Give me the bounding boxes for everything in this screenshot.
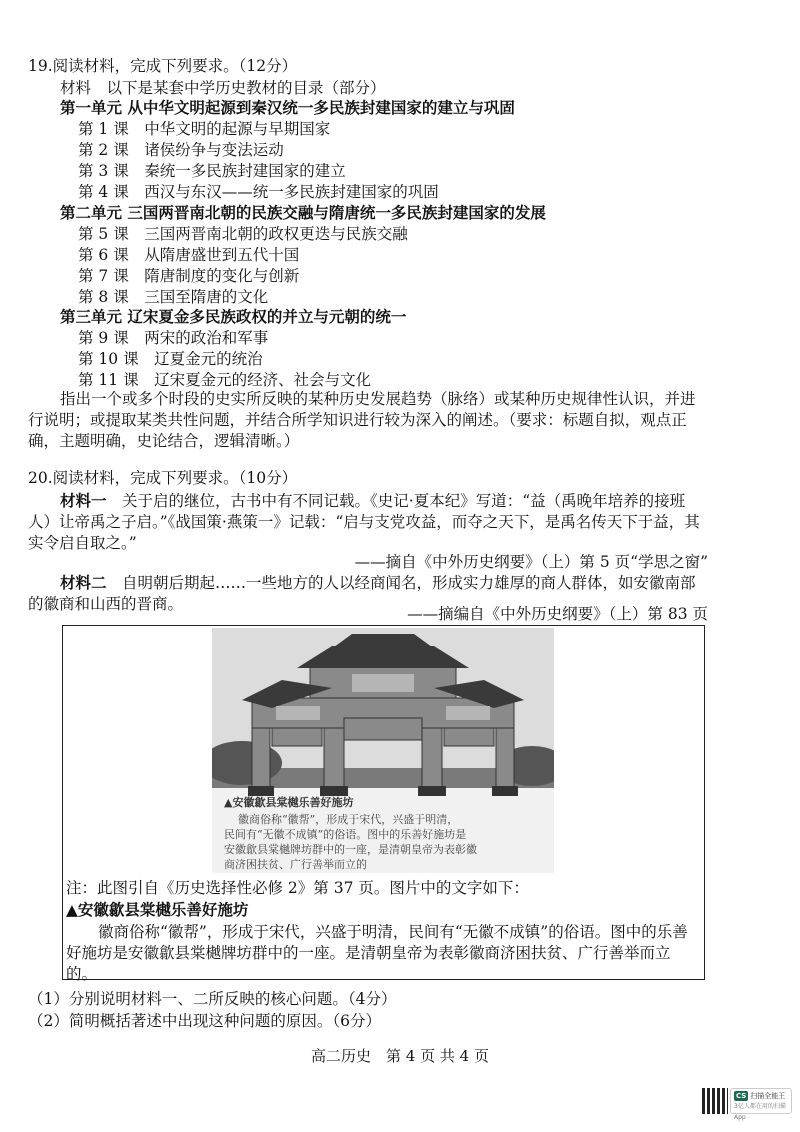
photo-caption-line-2: 民间有“无徽不成镇”的俗语。图中的乐善好施坊是 (224, 828, 467, 841)
lesson-6: 第 6 课 从隋唐盛世到五代十国 (78, 246, 300, 264)
scanner-tagline: 3亿人都在用的扫描App (734, 1103, 786, 1121)
lesson-10: 第 10 课 辽夏金元的统治 (78, 350, 263, 368)
page-footer: 高二历史 第 4 页 共 4 页 (311, 1047, 489, 1065)
lesson-4: 第 4 课 西汉与东汉——统一多民族封建国家的巩固 (78, 183, 439, 201)
material1-text: 关于启的继位，古书中有不同记载。《史记·夏本纪》写道：“益（禹晚年培养的接班人）让帝禹之子启。”《战国策·燕策一》记载：“启与支党攻益，而夺之天下，是禹名传天下于益，其实令启自取之。” (28, 492, 700, 552)
lesson-2: 第 2 课 诸侯纷争与变法运动 (78, 141, 284, 159)
photo-caption-line-3: 安徽歙县棠樾牌坊群中的一座，是清朝皇帝为表彰徽 (224, 843, 477, 856)
material2-source: ——摘编自《中外历史纲要》（上）第 83 页 (407, 605, 708, 623)
scanner-name: 扫描全能王 (750, 1092, 786, 1100)
unit-2-title: 第二单元 三国两晋南北朝的民族交融与隋唐统一多民族封建国家的发展 (60, 203, 546, 222)
q20-material1 (28, 490, 708, 554)
lesson-11: 第 11 课 辽宋夏金元的经济、社会与文化 (78, 371, 372, 389)
figure-note-text: 徽商俗称“徽帮”，形成于宋代，兴盛于明清，民间有“无徽不成镇”的俗语。图中的乐善好施坊是安徽歙县棠樾牌坊群中的一座。是清朝皇帝为表彰徽商济困扶贫、广行善举而立的。 (66, 923, 688, 983)
cs-logo: CS (736, 1092, 747, 1100)
lesson-8: 第 8 课 三国至隋唐的文化 (78, 288, 269, 306)
figure-note: 注：此图引自《历史选择性必修 2》第 37 页。图片中的文字如下： (66, 879, 529, 897)
q19-heading: 19.阅读材料，完成下列要求。（12分） (28, 57, 298, 75)
photo-caption-title: ▲安徽歙县棠樾乐善好施坊 (224, 796, 354, 809)
unit-3-title: 第三单元 辽宋夏金多民族政权的并立与元朝的统一 (60, 307, 407, 326)
material2-text: 自明朝后期起……一些地方的人以经商闻名，形成实力雄厚的商人群体，如安徽南部的徽商和山西的晋商。 (28, 574, 696, 613)
qr-code-icon (702, 1088, 728, 1114)
lesson-5: 第 5 课 三国两晋南北朝的政权更迭与民族交融 (78, 225, 408, 243)
q20-sub2: （2）简明概括著述中出现这种问题的原因。（6分） (28, 1012, 381, 1030)
q19-material: 材料 以下是某套中学历史教材的目录（部分） (60, 79, 386, 97)
lesson-9: 第 9 课 两宋的政治和军事 (78, 329, 269, 347)
q20-heading: 20.阅读材料，完成下列要求。（10分） (28, 469, 298, 487)
material1-source: ——摘自《中外历史纲要》（上）第 5 页“学思之窗” (354, 553, 708, 571)
lesson-7: 第 7 课 隋唐制度的变化与创新 (78, 267, 300, 285)
scanner-watermark (730, 1088, 792, 1121)
material2-label: 材料二 (60, 573, 107, 592)
unit-1-title: 第一单元 从中华文明起源到秦汉统一多民族封建国家的建立与巩固 (60, 98, 515, 117)
q19-instruction: 指出一个或多个时段的史实所反映的某种历史发展趋势（脉络）或某种历史规律性认识，并进行说明；或提取某类共性问题，并结合所学知识进行较为深入的阐述。（要求：标题自拟，观点正确，主题明确，史论结合，逻辑清晰。） (28, 390, 696, 450)
photo-caption-line-1: 徽商俗称“徽帮”，形成于宋代，兴盛于明清， (238, 813, 459, 826)
lesson-1: 第 1 课 中华文明的起源与早期国家 (78, 120, 331, 138)
lesson-3: 第 3 课 秦统一多民族封建国家的建立 (78, 162, 346, 180)
material1-label: 材料一 (60, 491, 107, 510)
photo-caption-line-4: 商济困扶贫、广行善举而立的 (224, 858, 367, 871)
figure-note-title: ▲安徽歙县棠樾乐善好施坊 (66, 900, 249, 919)
q20-sub1: （1）分别说明材料一、二所反映的核心问题。（4分） (28, 990, 397, 1008)
